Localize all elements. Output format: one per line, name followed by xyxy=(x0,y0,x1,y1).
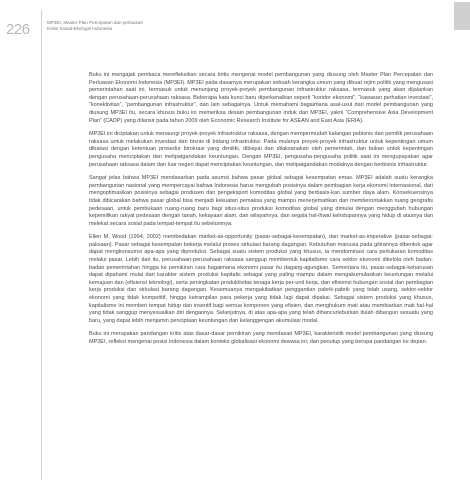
paragraph-1: Buku ini mengajak pembaca merefleksikan secara kritis mengenai model pembangunan yang diusung oleh Master Plan Percepatan dan Perluasan Ekonomi Indonesia (MP3EI). MP3EI pada dasarnya merupakan sebuah kerangka umum yang dibuat rejim politik yang mengusasi pemerintahan saat ini, termasuk untuk menunjang proyek-proyek pembangunan infrastruktur raksasa, termasuk yang akan dijalankan dengan perusahaan-perusahaan raksasa. Beberapa kata kunci baru diperkenalkan seperti “koridor ekonomi”, “kawasan perhatian investasi”, “konektivitas”, “pembangunan infrastruktur”, dan lain sebagainya. Untuk memahami bagaimana asal-usul dari model pembangunan yang diusung MP3EI itu, secara khusus buku ini memeriksa desain pembangunan induk dari MP3EI, yakni “Comprehensive Asia Development Plan” (CADP) yang dilansir pada tahun 2009 oleh Economic Research Institute for ASEAN and East Asia (ERIA). xyxy=(89,72,433,124)
paragraph-5: Buku ini merupakan pandangan kritis atas dasar-dasar pemikiran yang mendasari MP3EI, karakteristik model pembangunan yang diusung MP3EI, refleksi mengenai posisi Indonesia dalam konteks globalisasi ekonomi dewasa ini; dan penutup yang berupa pandangan ke depan. xyxy=(89,331,433,345)
paragraph-2: MP3EI ini diciptakan untuk menaungi proyek-proyek infrastruktur raksasa, dengan mempermudah kalangan pebisnis dan pemilik perusahaan raksasa untuk melakukan investasi dan bisnis di bidang infrastruktur. Pada mulanya proyek-proyek infrastruktur untuk kepentingan umum dibatasi dengan ketentuan prosedur birokrasi yang dimiliki, dibiayai dan dilaksanakan oleh pemerintah, dan bukan untuk kepentingan pengusaha menciptakan dan melipatgandakan keuntungan. Dengan MP3EI, pengusaha-pengusaha politik saat ini mengupayakan agar perusahaan raksasa dalam dan luar negeri dapat menciptakan keuntungan, dan melipatgandakan modalnya dengan berbisnis infrastruktur. xyxy=(89,131,433,168)
body-text xyxy=(89,72,433,347)
paragraph-4: Ellen M. Wood (1994, 2002) membedakan market-as-opportunity (pasar-sebagai-kesempatan), dan market-as-imperative (pasar-sebagai-paksaan). Pasar sebagai kesempatan bekerja melalui proses sirkulasi barang dagangan. Kebutuhan manusia pada gilirannya dibentuk agar dapat mengkonsumsi apa-apa yang diproduksi. Sebagai suatu sistem produksi yang khusus, ia mendominasi cara pertukaran komoditas melalui pasar. Lebih dari itu, perusahaan-perusahaan raksasa sanggup membentuk kapitalisme cara sektor ekonomi dikelola oleh badan-badan pemerintahan hingga ke pemikiran cara bagaimana ekonomi pasar itu dagang-agungkan. Sementara itu, pasar-sebagai-keharusan dapat dipahami mulai dari karakter sistem produksi kapitalis sebagai yang paling mampu dalam mengakumulasikan keuntungan melalui kemajuan dan (efisiensi teknologi), serta peningkatan produktivitas tenaga kerja per-unit kerja, dan efisiensi hubungan sosial dan pembagian kerja produksi dan sirkulasi barang dagangan. Kesemuanya mengakibatkan penggantian pabrik-pabrik yang telah usang, sektor-sektor ekonomi yang tidak kompetitif, hingga ketrampilan para pekerja yang tidak lagi dapat dipakai. Sebagai sistem produksi yang khusus, kapitalisme ini memberi tempat hidup dan insentif bagi semua komponen yang efisien, dan menghukum mati atau membiarkan mati hal-hal yang tidak sanggup menyesuaikan diri dengannya. Selanjutnya, di atas apa-apa yang telah dihancurleburkan itulah dibangun sesuatu yang baru, yang dapat lebih menjamin penciptaan keuntungan dan kelanggengan akumulasi modal. xyxy=(89,234,433,324)
running-head-subtitle: Krisis Sosial-Ekologis Indonesia xyxy=(47,26,113,31)
running-head-title: MP3EI, Master Plan Percepatan dan perluasan xyxy=(47,20,144,25)
page-number: 226 xyxy=(6,21,30,38)
margin-rule xyxy=(41,10,42,480)
paragraph-3: Sangat jelas bahwa MP3EI mendasarkan pada asumsi bahwa pasar global sebagai kesempatan emas. MP3EI adalah suatu kerangka pembangunan nasional yang mempercayai bahwa Indonesia harus mengubah posisinya dalam pembagian kerja ekonomi internasional, dari mengoptimasikan posisinya sebagai produsen dan pengeksport komoditas global yang berbasis-kan sumber daya alam. Konsekuensinya tidak dibicarakan bahwa pasar global bisa menjadi kekuatan pemaksa yang mampu menerjemahkan dan memberontakkan ruang geografis pedesaan, untuk pembukaan ruang-ruang baru bagi situs-situs produksi komoditas global yang dimulai dengan menggubah hubungan kepemilikan rakyat pedesaan dengan tanah, kekayaan alam, dan wilayahnya, dan segala hal-ihwal kehidupannya yang hidup di atasnya dan melekat secara sosial pada tempat-tempat itu sebelumnya. xyxy=(89,175,433,227)
running-head xyxy=(47,20,143,32)
page-edge-tab xyxy=(454,2,470,30)
